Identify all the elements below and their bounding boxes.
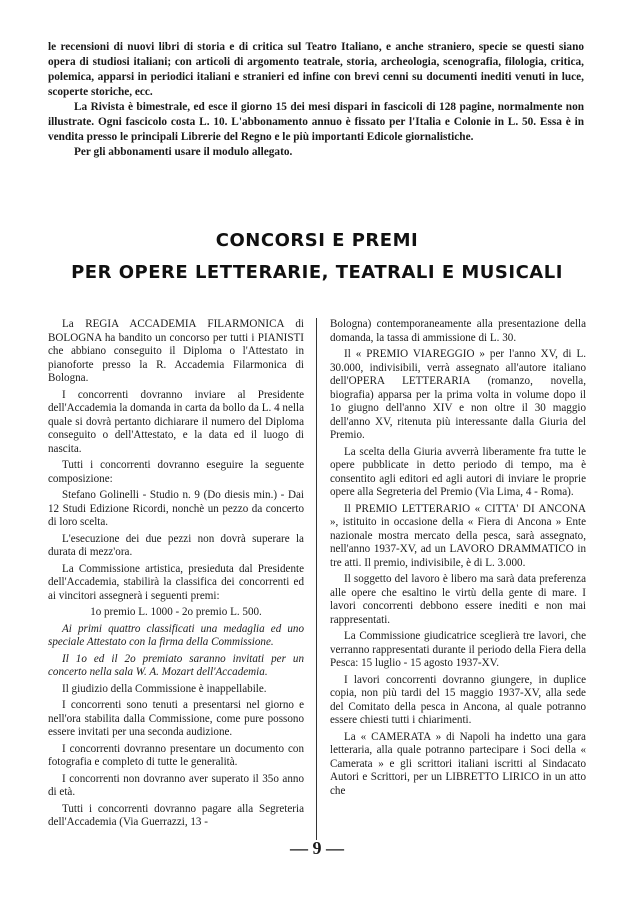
prize-amounts: 1o premio L. 1000 - 2o premio L. 500. [90, 606, 262, 618]
intro-paragraph-2: La Rivista è bimestrale, ed esce il giorno 15 dei mesi dispari in fascicoli di 128 pagine, normalmente non illustrate. Ogni fascicolo costa L. 10. L'abbonamento annuo è fissato per l'Italia e Colonie in L. 50. Essa è in vendita presso le principali Librerie del Regno e le più importanti Edicole giornalistiche. [48, 101, 584, 143]
intro-paragraph-1: le recensioni di nuovi libri di storia e di critica sul Teatro Italiano, e anche straniero, specie se questi siano opera di studiosi italiani; con articoli di argomento teatrale, storia, archeologia, scenografia, filologia, critica, polemica, apparsi in periodici italiani e stranieri ed infine con brevi cenni su documenti inediti venuti in luce, scoperte storiche, ecc. [48, 41, 584, 98]
left-paragraph: I concorrenti sono tenuti a presentarsi nel giorno e nell'ora stabilita dalla Commissione, come pure possono essere invitati per una seconda audizione. [48, 699, 304, 738]
left-paragraph: I concorrenti non dovranno aver superato il 35o anno di età. [48, 772, 304, 798]
right-paragraph: Il « PREMIO VIAREGGIO » per l'anno XV, di L. 30.000, indivisibili, verrà assegnato all'autore italiano dell'OPERA LETTERARIA (romanzo, novella, biografia) apparsa per la prima volta in volume dopo il 1o giugno dell'anno XIV e non oltre il 30 maggio dell'anno XV, ritenuta più interessante dalla Giuria del Premio. [330, 348, 586, 441]
left-paragraph: Stefano Golinelli - Studio n. 9 (Do diesis min.) - Dai 12 Studi Edizione Ricordi, nonchè un pezzo da concerto di loro scelta. [48, 489, 304, 528]
right-paragraph: La « CAMERATA » di Napoli ha indetto una gara letteraria, alla quale potranno partecipare i Soci della « Camerata » e gli scrittori italiani iscritti al Sindacato Autori e Scrittori, per un LIBRETTO LIRICO in un atto che [330, 730, 586, 797]
right-paragraph: Il soggetto del lavoro è libero ma sarà data preferenza alle opere che esaltino le virtù della gente di mare. I lavori concorrenti debbono essere inediti e non mai rappresentati. [330, 573, 586, 626]
right-column [330, 318, 586, 801]
section-title: CONCORSI E PREMI [215, 230, 419, 251]
left-paragraph: La REGIA ACCADEMIA FILARMONICA di BOLOGNA ha bandito un concorso per tutti i PIANISTI che abbiano conseguito il Diploma o l'Attestato in pianoforte presso la R. Accademia Filarmonica di Bologna. [48, 318, 304, 384]
left-paragraph: Tutti i concorrenti dovranno eseguire la seguente composizione: [48, 459, 304, 485]
left-paragraph-italic: Ai primi quattro classificati una medaglia ed uno speciale Attestato con la firma della Commissione. [48, 622, 304, 648]
right-paragraph: La Commissione giudicatrice sceglierà tre lavori, che verranno rappresentati durante il periodo della Fiera della Pesca: 15 luglio - 15 agosto 1937-XV. [330, 630, 586, 669]
column-divider [316, 318, 317, 840]
left-paragraph: I concorrenti dovranno inviare al Presidente dell'Accademia la domanda in carta da bollo da L. 4 nella quale si dovrà pertanto dichiarare il numero del Diploma conseguito o dell'Attestato, e la data ed il luogo di nascita. [48, 388, 304, 455]
section-subtitle: PER OPERE LETTERARIE, TEATRALI E MUSICALI [71, 262, 563, 283]
left-paragraph: I concorrenti dovranno presentare un documento con fotografia e completo di tutte le generalità. [48, 742, 304, 768]
page-number: — 9 — [290, 838, 344, 858]
left-paragraph: L'esecuzione dei due pezzi non dovrà superare la durata di mezz'ora. [48, 532, 304, 558]
left-paragraph: La Commissione artistica, presieduta dal Presidente dell'Accademia, stabilirà la classifica dei concorrenti ed ai vincitori assegnerà i seguenti premi: [48, 562, 304, 602]
right-paragraph: La scelta della Giuria avverrà liberamente fra tutte le opere pubblicate in detto periodo di tempo, ma è consentito agli editori ed agli autori di inviare le proprie opere alla Segreteria del Premio (Via Lima, 4 - Roma). [330, 445, 586, 498]
intro-paragraph-3: Per gli abbonamenti usare il modulo allegato. [74, 146, 293, 158]
left-paragraph: Il giudizio della Commissione è inappellabile. [62, 682, 267, 695]
right-paragraph: Bologna) contemporaneamente alla presentazione della domanda, la tassa di ammissione di L. 30. [330, 318, 586, 344]
right-paragraph: Il PREMIO LETTERARIO « CITTA' DI ANCONA », istituito in occasione della « Fiera di Ancona » Ente nazionale mostra mercato della pesca, sarà assegnato, nell'anno 1937-XV, ad un LAVORO DRAMMATICO in tre atti. Il premio, indivisibile, è di L. 3.000. [330, 502, 586, 569]
left-column [48, 318, 304, 833]
left-paragraph-italic: Il 1o ed il 2o premiato saranno invitati per un concerto nella sala W. A. Mozart dell'Accademia. [48, 652, 304, 678]
intro-text [48, 40, 584, 160]
left-paragraph: Tutti i concorrenti dovranno pagare alla Segreteria dell'Accademia (Via Guerrazzi, 13 - [48, 802, 304, 828]
right-paragraph: I lavori concorrenti dovranno giungere, in duplice copia, non più tardi del 15 maggio 1937-XV, alla sede del Comitato della pesca in Ancona, al quale potranno essere chiesti tutti i chiarimenti. [330, 673, 586, 726]
